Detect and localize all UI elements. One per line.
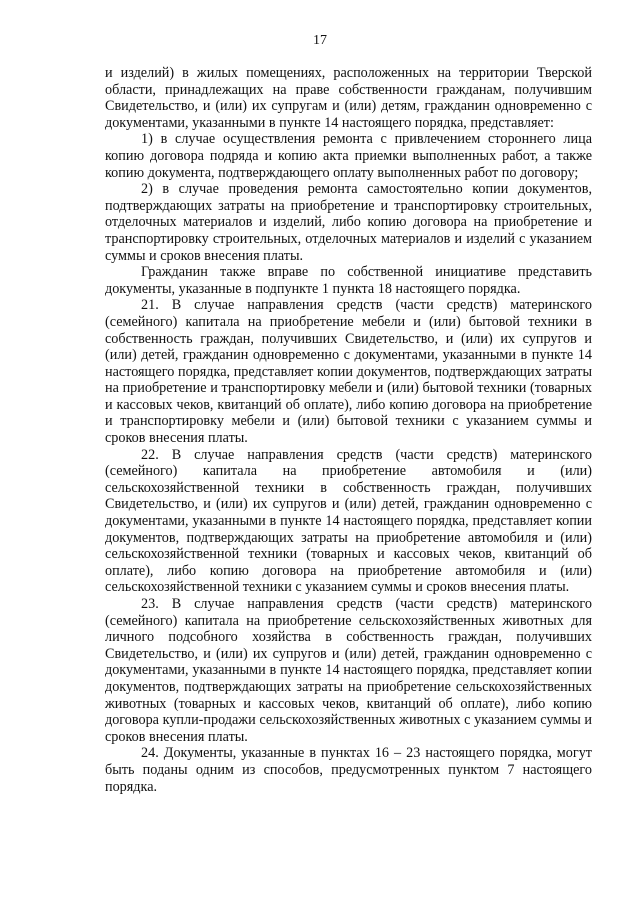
paragraph-item-22: 22. В случае направления средств (части средств) материнского (семейного) капитала на приобретение автомобиля и (или) сельскохозяйственной техники в собственность граждан, получивших Свидетельство, и (или) их супругов и (или) детей, гражданин одновременно с документами, указанными в пункте 14 настоящего порядка, представляет копии документов, подтверждающих затраты на приобретение автомобиля и (или) сельскохозяйственной техники (товарных и кассовых чеков, квитанций об оплате), либо копию договора на приобретение автомобиля и (или) сельскохозяйственной техники с указанием суммы и сроков внесения платы. — [105, 446, 592, 596]
paragraph-item-23: 23. В случае направления средств (части средств) материнского (семейного) капитала на приобретение сельскохозяйственных животных для личного подсобного хозяйства в собственность граждан, получивших Свидетельство, и (или) их супругов и (или) детей, гражданин одновременно с документами, указанными в пункте 14 настоящего порядка, представляет копии документов, подтверждающих затраты на приобретение сельскохозяйственных животных (товарных и кассовых чеков, квитанций об оплате), либо копию договора купли-продажи сельскохозяйственных животных с указанием суммы и сроков внесения платы. — [105, 596, 592, 745]
paragraph-citizen-initiative: Гражданин также вправе по собственной инициативе представить документы, указанные в подпункте 1 пункта 18 настоящего порядка. — [105, 264, 592, 297]
paragraph-item-24: 24. Документы, указанные в пунктах 16 – 23 настоящего порядка, могут быть поданы одним из способов, предусмотренных пунктом 7 настоящего порядка. — [105, 745, 592, 795]
paragraph-item-21: 21. В случае направления средств (части средств) материнского (семейного) капитала на приобретение мебели и (или) бытовой техники в собственность граждан, получивших Свидетельство, и (или) их супругов и (или) детей, гражданин одновременно с документами, указанными в пункте 14 настоящего порядка, представляет копии документов, подтверждающих затраты на приобретение и транспортировку мебели и (или) бытовой техники (товарных и кассовых чеков, квитанций об оплате), либо копию договора на приобретение и транспортировку мебели и (или) бытовой техники с указанием суммы и сроков внесения платы. — [105, 297, 592, 447]
page-number: 17 — [313, 33, 327, 48]
paragraph-subitem-2: 2) в случае проведения ремонта самостоятельно копии документов, подтверждающих затраты на приобретение и транспортировку строительных, отделочных материалов и изделий, либо копию договора на приобретение и транспортировку строительных, отделочных материалов и изделий с указанием суммы и сроков внесения платы. — [105, 181, 592, 264]
paragraph-subitem-1: 1) в случае осуществления ремонта с привлечением стороннего лица копию договора подряда и копию акта приемки выполненных работ, а также копию документа, подтверждающего оплату выполненных работ по договору; — [105, 131, 592, 181]
document-body — [105, 65, 592, 795]
paragraph-continuation: и изделий) в жилых помещениях, расположенных на территории Тверской области, принадлежащих на праве собственности гражданам, получившим Свидетельство, и (или) их супругам и (или) детям, гражданин одновременно с документами, указанными в пункте 14 настоящего порядка, представляет: — [105, 65, 592, 131]
